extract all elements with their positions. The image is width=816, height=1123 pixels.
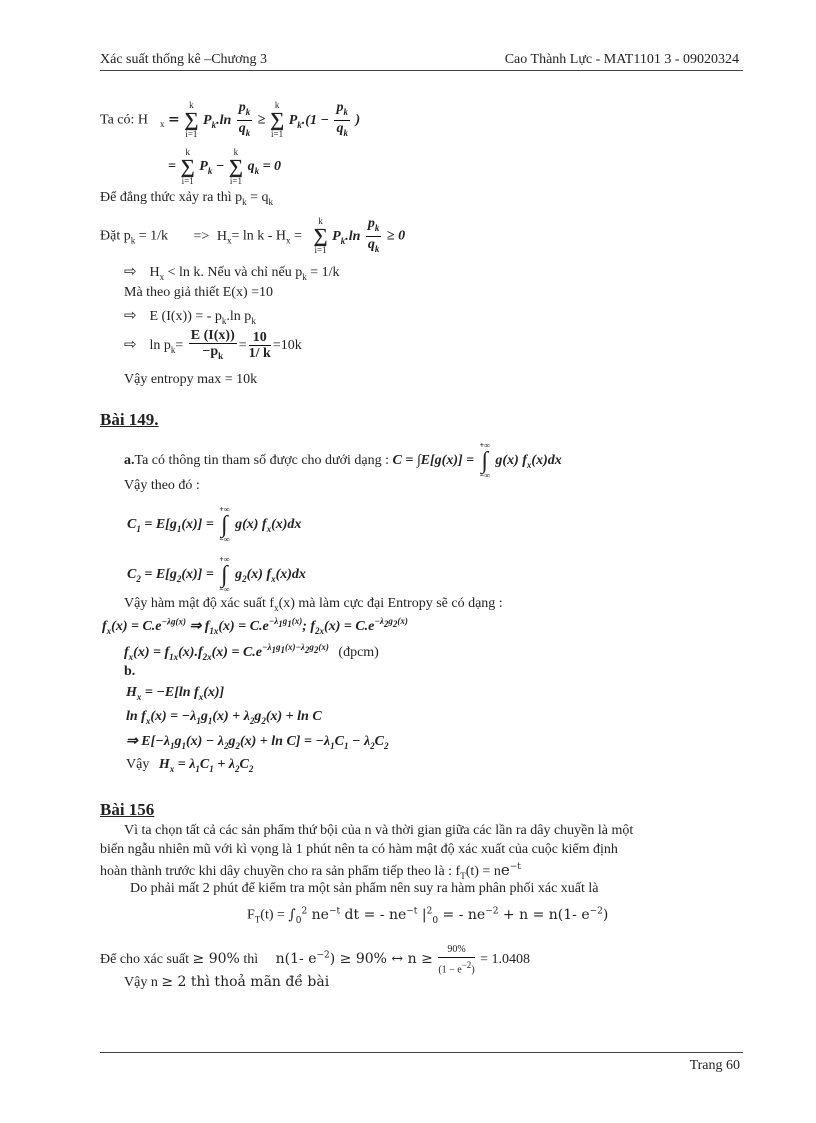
footer-rule — [100, 1052, 743, 1053]
arrow-icon: ⇨ — [124, 308, 137, 324]
sum-zero-line: = k ∑ i=1 $P_k - k$ ∑ i=1 $q_k = 0$ — [168, 147, 282, 186]
fx-formula: $f_x(x) = C.e^{-\lambda g(x)}$ ⇒ $f_{1x}(x) = C.e^{-\lambda_1g_1(x)}$; $f_{2x}(x) = C.e^{-\lambda_2g_2(x)}$ — [102, 616, 408, 636]
bai-156-title: Bài 156 — [100, 800, 155, 819]
arrow-icon: ⇨ — [124, 337, 137, 354]
ln-pk-line: ⇨ $\ln p_k=$ $\frac{E (I(x))}{-p_k}$ = $\frac{10}{1/ k}$ =10k — [124, 328, 302, 362]
c2-formula: $C_2 = E[g_2(x)]$ = +∞ ∫ −∞ $g_2(x)$ $f_x(x)dx$ — [127, 555, 306, 594]
arrow-icon: ⇨ — [124, 264, 137, 280]
vay-hx-line: Vậy $H_x = \lambda_1C_1 + \lambda_2C_2$ — [126, 757, 254, 774]
hx-line: ⇨ $H_x < \ln k$. Nếu và chỉ nếu $p_k = 1/k$ — [124, 264, 340, 282]
page-header — [100, 52, 743, 71]
header-left: Xác suất thống kê –Chương 3 — [100, 52, 268, 67]
equality-line: Để đẳng thức xảy ra thì $p_k = q_k$ — [100, 190, 274, 207]
header-right: Cao Thành Lực - MAT1101 3 - 09020324 — [504, 52, 739, 67]
vay-theo-do: Vậy theo đó : — [124, 478, 200, 493]
ft-formula: $F_T(t) = \int_0^2$ $ne^{-t}$ dt = - $ne^{-t}$ $|^2_0$ = - $ne^{-2} + n = n(1-$ $e^{-2}$) — [247, 906, 609, 926]
de-cho-line: Để cho xác suất ≥ 90% thì n(1- $e^{-2}) \ge 90\%$ ↔ n ≥ $\frac{90\%}{(1 - e^{-2})}$ = 1.0408 — [100, 944, 531, 976]
bai-149-b: b. — [124, 664, 136, 679]
bai-156-p1: Vì ta chọn tất cả các sản phẩm thứ bội của n và thời gian giữa các lần ra dây chuyền là một — [124, 823, 634, 838]
bai-156-p4: Do phải mất 2 phút để kiểm tra một sản phẩm nên suy ra hàm phân phối xác xuất là — [130, 881, 599, 896]
expectation-formula: ⇒ $E[-\lambda_1g_1(x) - \lambda_2g_2(x) + \ln C] = -\lambda_1C_1 - \lambda_2C_2$ — [126, 734, 389, 751]
gia-thiet-line: Mà theo giả thiết E(x) =10 — [124, 285, 274, 300]
bai-156-p3: hoàn thành trước khi dây chuyền cho ra sản phẩm tiếp theo là : $f_T(t) = ne^{-t}$ — [100, 861, 521, 881]
vay-ham-line: Vậy hàm mật độ xác suất $f_x(x)$ mà làm cực đại Entropy sẽ có dạng : — [124, 596, 503, 613]
ta-co-line: Ta có: H $_x$ = k ∑ i=1 $P_k.\ln$ $\frac{p_k}{q_k}$ ≥ k ∑ i=1 $P_k.(1$ − $\frac{p_k}{q_k}$ ) — [100, 100, 361, 140]
ln-fx-formula: $\ln f_x(x) = -\lambda_1g_1(x) + \lambda_2g_2(x) + \ln C$ — [126, 709, 322, 726]
dat-line: Đặt $p_k = 1/k => H_x= \ln k - H_x = k$ ∑ i=1 $P_k.\ln$ $\frac{p_k}{q_k}$ ≥ 0 — [100, 216, 406, 256]
bai-149-title: Bài 149. — [100, 410, 159, 429]
bai-149-a-line: a.Ta có thông tin tham số được cho dưới dạng : C = ∫E[g(x)] = +∞ ∫ −∞ g(x) $f_x(x)dx$ — [124, 441, 562, 480]
fx-product-formula: $f_x(x) = f_{1x}(x).f_{2x}(x) = C.e^{-\lambda_1g_1(x)-\lambda_2g_2(x)}$ (đpcm) — [124, 642, 379, 662]
page-number: Trang 60 — [689, 1058, 740, 1073]
eix-line: ⇨ E (I(x)) = - $p_k.\ln$ $p_k$ — [124, 308, 256, 326]
vay-n-line: Vậy n ≥ 2 thì thoả mãn đề bài — [124, 974, 330, 990]
bai-156-p2: biến ngẫu nhiên mũ với kì vọng là 1 phút nên ta có hàm mật độ xác xuất của cuộc kiểm định — [100, 842, 618, 857]
hx-formula: $H_x = -E[\ln$ $f_x(x)$] — [126, 685, 225, 702]
entropy-max-line: Vậy entropy max = 10k — [124, 372, 258, 387]
c1-formula: $C_1 = E[g_1(x)]$ = +∞ ∫ −∞ g(x) $f_x(x)dx$ — [127, 505, 302, 544]
